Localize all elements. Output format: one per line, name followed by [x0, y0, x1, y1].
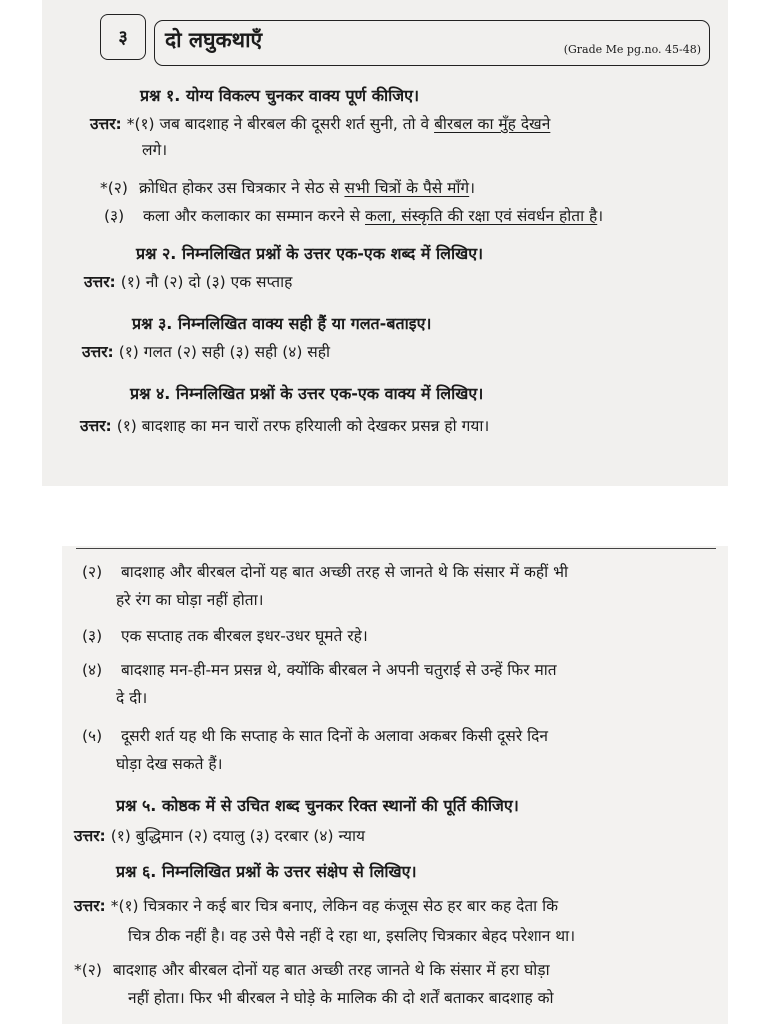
- chapter-number: ३: [118, 27, 128, 48]
- answer-4-item-5: [82, 726, 548, 746]
- answer-label: उत्तर:: [74, 897, 106, 915]
- answer-4-item-2-cont: हरे रंग का घोड़ा नहीं होता।: [116, 591, 264, 609]
- chapter-title-box: [154, 20, 710, 66]
- item-number: *(२): [100, 179, 128, 197]
- item-text: क्रोधित होकर उस चित्रकार ने सेठ से: [138, 179, 340, 197]
- item-text: एक सप्ताह तक बीरबल इधर-उधर घूमते रहे।: [120, 627, 368, 645]
- item-number: (४): [82, 661, 103, 679]
- answer-text: (१) बादशाह का मन चारों तरफ हरियाली को देखकर प्रसन्न हो गया।: [116, 417, 490, 435]
- answer-6-item-1-cont: चित्र ठीक नहीं है। वह उसे पैसे नहीं दे रहा था, इसलिए चित्रकार बेहद परेशान था।: [128, 927, 576, 945]
- answer-6-item-2: [74, 960, 550, 980]
- item-number: (३): [104, 207, 125, 225]
- answer-5: [74, 826, 365, 846]
- answer-text: (१) गलत (२) सही (३) सही (४) सही: [118, 343, 331, 361]
- answer-2: [84, 272, 292, 292]
- item-text: जब बादशाह ने बीरबल की दूसरी शर्त सुनी, तो वे: [159, 115, 430, 133]
- answer-4-item-1: [80, 416, 489, 436]
- item-text: बादशाह मन-ही-मन प्रसन्न थे, क्योंकि बीरबल ने अपनी चतुराई से उन्हें फिर मात: [120, 661, 557, 679]
- question-6: प्रश्न ६. निम्नलिखित प्रश्नों के उत्तर संक्षेप से लिखिए।: [116, 862, 417, 881]
- answer-text: (१) नौ (२) दो (३) एक सप्ताह: [120, 273, 293, 291]
- item-text: चित्रकार ने कई बार चित्र बनाए, लेकिन वह कंजूस सेठ हर बार कह देता कि: [143, 897, 559, 915]
- question-1: प्रश्न १. योग्य विकल्प चुनकर वाक्य पूर्ण कीजिए।: [140, 86, 420, 105]
- item-text: बादशाह और बीरबल दोनों यह बात अच्छी तरह जानते थे कि संसार में हरा घोड़ा: [112, 961, 550, 979]
- answer-label: उत्तर:: [82, 343, 114, 361]
- answer-1-item-1: [90, 114, 550, 134]
- item-number: *(१): [110, 897, 139, 915]
- answer-label: उत्तर:: [90, 115, 122, 133]
- answer-1-item-3: [104, 206, 603, 226]
- question-4: प्रश्न ४. निम्नलिखित प्रश्नों के उत्तर एक-एक वाक्य में लिखिए।: [130, 384, 484, 403]
- underlined-answer: कला, संस्कृति की रक्षा एवं संवर्धन होता है: [365, 207, 598, 225]
- answer-4-item-3: [82, 626, 368, 646]
- question-2: प्रश्न २. निम्नलिखित प्रश्नों के उत्तर एक-एक शब्द में लिखिए।: [136, 244, 484, 263]
- answer-label: उत्तर:: [84, 273, 116, 291]
- top-page-photo: [42, 0, 728, 486]
- answer-1-item-2: [100, 178, 475, 198]
- answer-1-item-1-cont: लगे।: [142, 141, 168, 159]
- item-number: (५): [82, 727, 103, 745]
- underlined-answer: सभी चित्रों के पैसे माँगे: [344, 179, 470, 197]
- item-number: *(१): [126, 115, 155, 133]
- answer-4-item-4-cont: दे दी।: [116, 689, 148, 707]
- chapter-number-box: [100, 14, 146, 60]
- page-rule: [76, 548, 716, 549]
- underlined-answer: बीरबल का मुँह देखने: [434, 115, 551, 133]
- item-number: (२): [82, 563, 103, 581]
- answer-3: [82, 342, 330, 362]
- answer-6-item-1: [74, 896, 558, 916]
- question-3: प्रश्न ३. निम्नलिखित वाक्य सही हैं या गलत-बताइए।: [132, 314, 432, 333]
- item-number: (३): [82, 627, 103, 645]
- answer-label: उत्तर:: [80, 417, 112, 435]
- item-punct: ।: [469, 179, 476, 197]
- item-punct: ।: [597, 207, 604, 225]
- question-5: प्रश्न ५. कोष्ठक में से उचित शब्द चुनकर रिक्त स्थानों की पूर्ति कीजिए।: [116, 796, 519, 815]
- item-number: *(२): [74, 961, 102, 979]
- answer-4-item-2: [82, 562, 568, 582]
- answer-label: उत्तर:: [74, 827, 106, 845]
- answer-text: (१) बुद्धिमान (२) दयालु (३) दरबार (४) न्याय: [110, 827, 366, 845]
- chapter-title: दो लघुकथाएँ: [165, 28, 263, 52]
- bottom-page-photo: [62, 546, 728, 1024]
- grade-reference: (Grade Me pg.no. 45-48): [563, 43, 701, 56]
- item-text: बादशाह और बीरबल दोनों यह बात अच्छी तरह से जानते थे कि संसार में कहीं भी: [120, 563, 568, 581]
- answer-4-item-4: [82, 660, 557, 680]
- item-text: कला और कलाकार का सम्मान करने से: [142, 207, 361, 225]
- answer-6-item-2-cont: नहीं होता। फिर भी बीरबल ने घोड़े के मालिक की दो शर्तें बताकर बादशाह को: [128, 989, 554, 1007]
- item-text: दूसरी शर्त यह थी कि सप्ताह के सात दिनों के अलावा अकबर किसी दूसरे दिन: [120, 727, 548, 745]
- answer-4-item-5-cont: घोड़ा देख सकते हैं।: [116, 755, 223, 773]
